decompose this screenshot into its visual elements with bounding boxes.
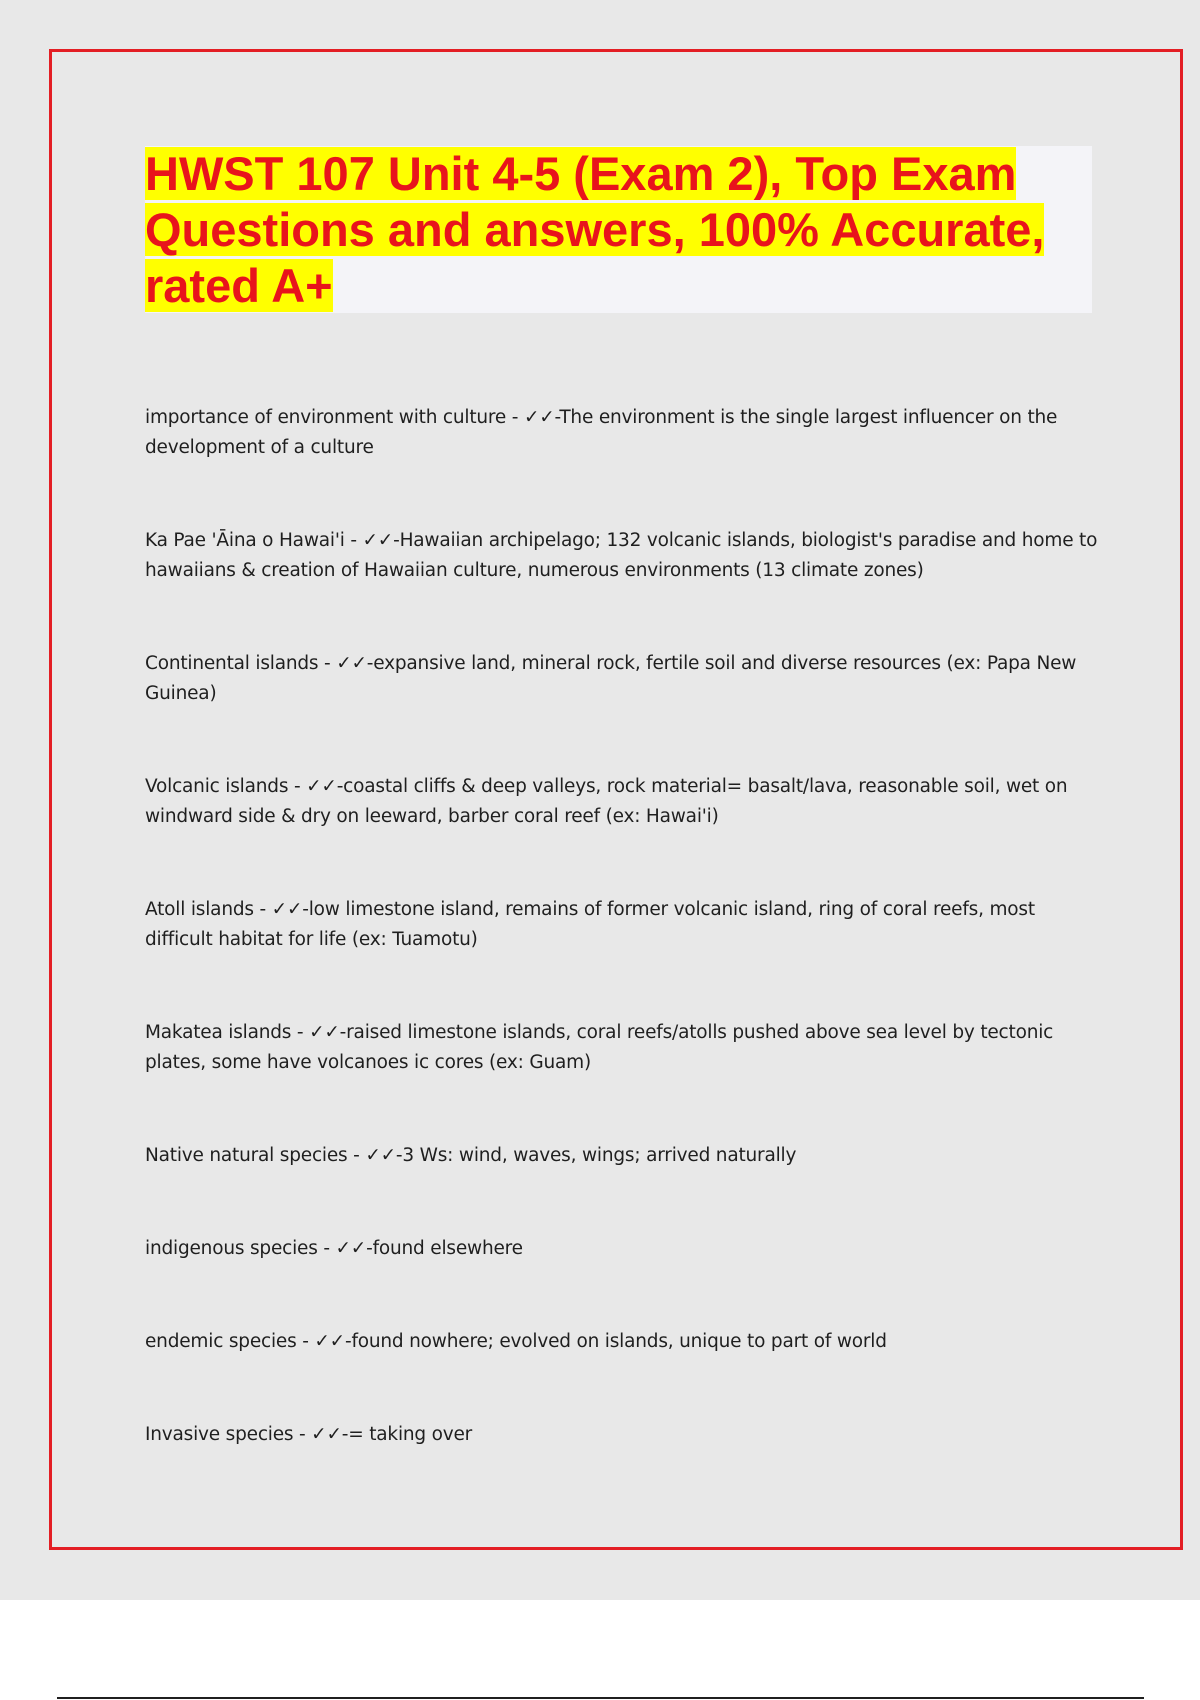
qa-item-indigenous-species: indigenous species - ✓✓-found elsewhere [145, 1238, 523, 1259]
footer-divider [57, 1697, 1144, 1699]
title-block [145, 146, 1092, 313]
document-title [145, 146, 1092, 314]
qa-item-native-species: Native natural species - ✓✓-3 Ws: wind, waves, wings; arrived naturally [145, 1145, 797, 1166]
qa-item-volcanic-islands: Volcanic islands - ✓✓-coastal cliffs & deep valleys, rock material= basalt/lava, reasonable soil, wet on windward side & dry on leeward, barber coral reef (ex: Hawai'i) [145, 776, 1068, 827]
qa-item-environment-culture: importance of environment with culture - ✓✓-The environment is the single largest influencer on the development of a culture [145, 407, 1058, 458]
title-highlight: HWST 107 Unit 4-5 (Exam 2), Top Exam Questions and answers, 100% Accurate, rated A+ [145, 147, 1045, 312]
qa-list [145, 403, 1105, 1513]
qa-item-endemic-species: endemic species - ✓✓-found nowhere; evolved on islands, unique to part of world [145, 1331, 887, 1352]
qa-item-continental-islands: Continental islands - ✓✓-expansive land, mineral rock, fertile soil and diverse resources (ex: Papa New Guinea) [145, 653, 1077, 704]
qa-item-makatea-islands: Makatea islands - ✓✓-raised limestone islands, coral reefs/atolls pushed above sea level by tectonic plates, some have volcanoes ic cores (ex: Guam) [145, 1022, 1054, 1073]
qa-item-atoll-islands: Atoll islands - ✓✓-low limestone island, remains of former volcanic island, ring of coral reefs, most difficult habitat for life (ex: Tuamotu) [145, 899, 1035, 950]
qa-item-invasive-species: Invasive species - ✓✓-= taking over [145, 1424, 473, 1445]
qa-item-ka-pae-aina: Ka Pae 'Āina o Hawai'i - ✓✓-Hawaiian archipelago; 132 volcanic islands, biologist's paradise and home to hawaiians & creation of Hawaiian culture, numerous environments (13 climate zones) [145, 530, 1098, 581]
